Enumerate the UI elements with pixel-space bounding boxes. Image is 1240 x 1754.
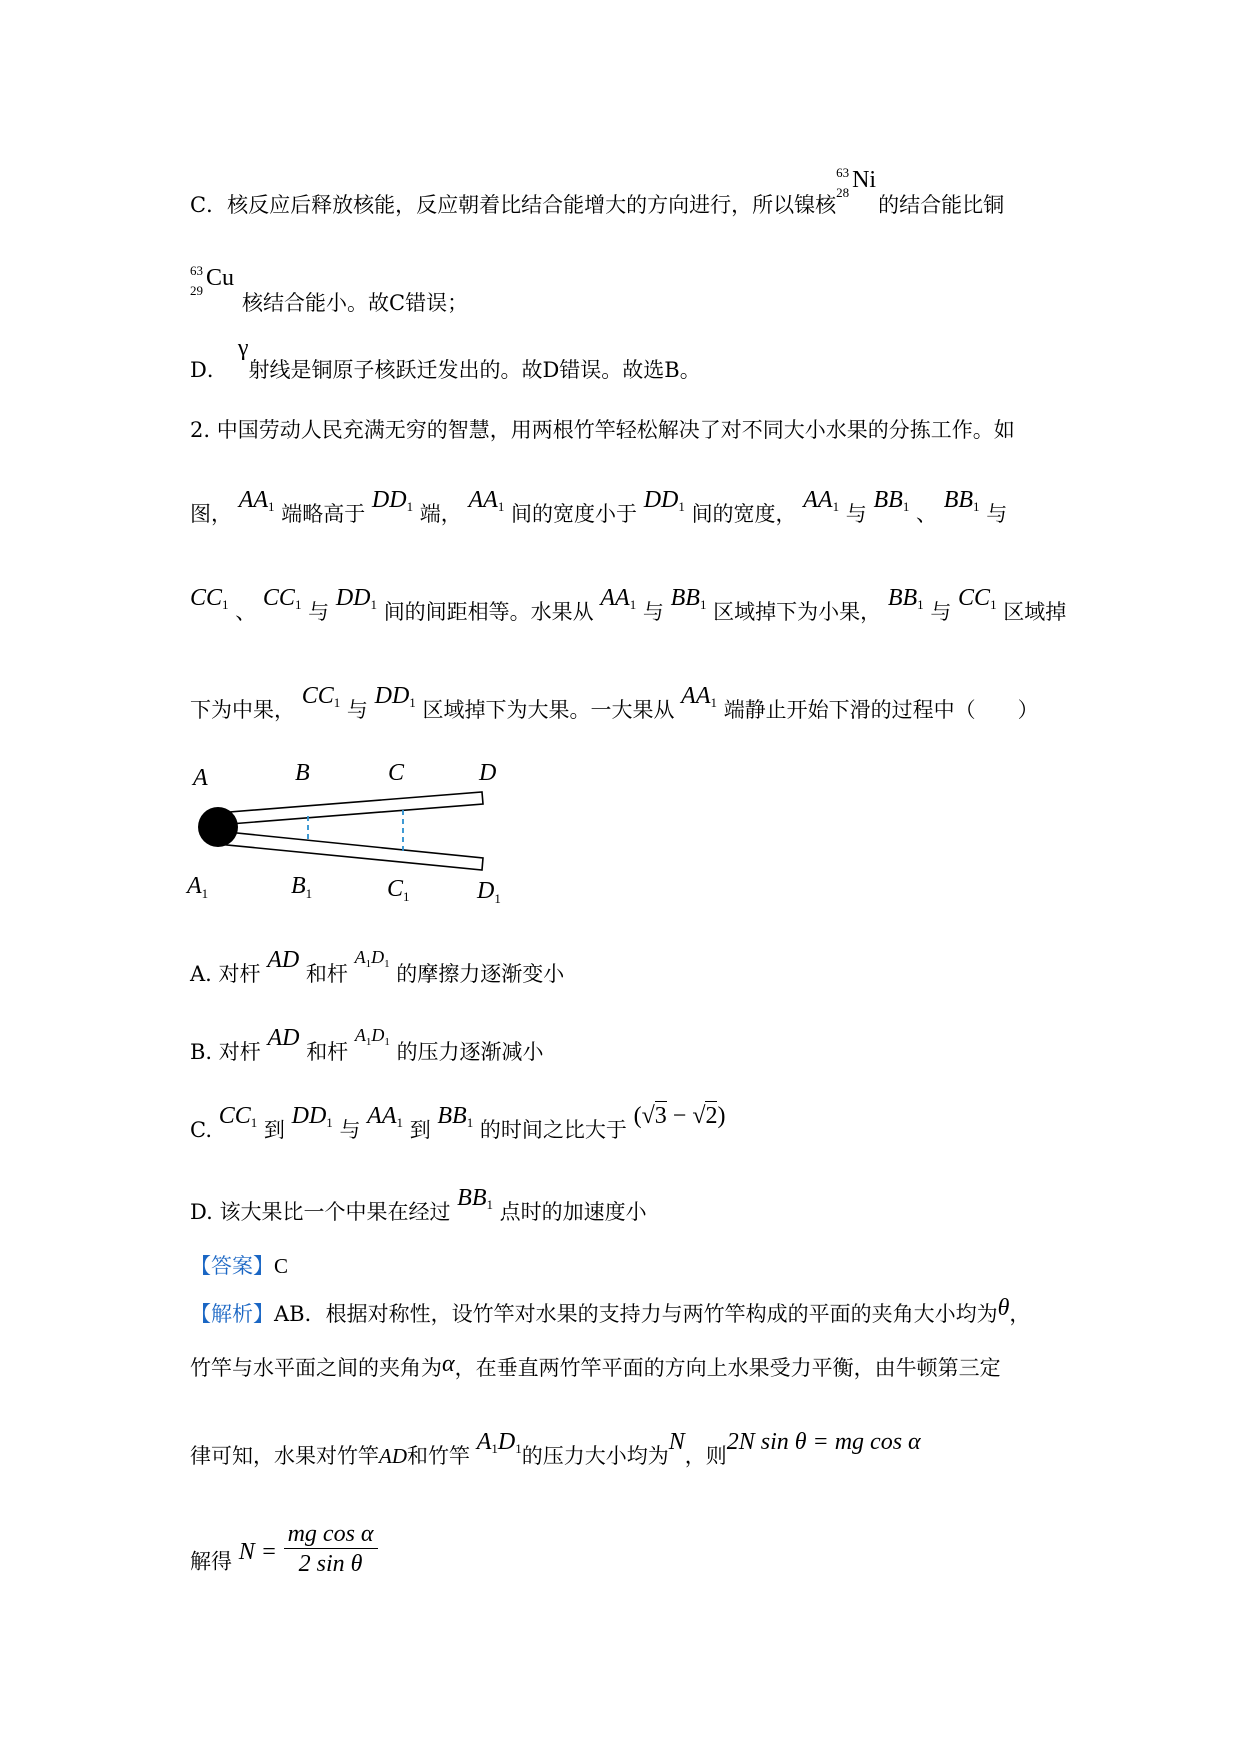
option-b — [190, 1025, 544, 1064]
option-c-text: 到 — [409, 1118, 431, 1142]
analysis-line1 — [190, 1295, 1031, 1326]
math-AA1: AA1 — [600, 585, 637, 612]
cu-mass-number: 63 — [190, 263, 203, 278]
math-N: N — [668, 1429, 685, 1455]
stem-text: 与 — [308, 600, 330, 624]
analysis-text: ， — [1009, 1302, 1031, 1326]
analysis-text: 的压力大小均为 — [521, 1444, 669, 1468]
math-AD: AD — [267, 1025, 300, 1051]
math-BB1: BB1 — [670, 585, 707, 612]
analysis-text: 解得 — [190, 1549, 232, 1574]
option-a-text: A. 对杆 — [190, 962, 261, 986]
stem-text: 间的宽度， — [691, 502, 797, 526]
stem-text: 下为中果， — [190, 698, 295, 722]
stem-text: 、 — [916, 502, 937, 526]
math-DD1: DD1 — [643, 487, 685, 514]
stem-text: 与 — [930, 600, 952, 624]
stem-text: 区域掉下为小果， — [713, 600, 882, 624]
prev-option-c-line2 — [190, 263, 469, 315]
math-DD1: DD1 — [374, 683, 416, 710]
fruit-ball — [198, 807, 238, 847]
ni-mass-number: 63 — [836, 165, 850, 180]
cu-symbol: Cu — [206, 265, 235, 291]
cu-atomic-number: 29 — [190, 283, 203, 298]
ni-nuclide — [836, 165, 878, 212]
option-a-text: 和杆 — [305, 962, 348, 986]
math-CC1: CC1 — [262, 585, 302, 612]
option-b-text: 和杆 — [306, 1040, 349, 1064]
option-b-text: 的压力逐渐减小 — [396, 1040, 544, 1064]
stem-text: 端略高于 — [281, 502, 366, 526]
label-B1: $B_1$ — [291, 873, 313, 901]
equation-balance: 2N sin θ = mg cos α — [726, 1429, 921, 1455]
label-A: A — [193, 765, 208, 791]
analysis-tag: 【解析】 — [190, 1302, 274, 1326]
stem-text1: 2. 中国劳动人民充满无穷的智慧，用两根竹竿轻松解决了对不同大小水果的分拣工作。如 — [190, 418, 1015, 442]
math-AA1: AA1 — [681, 683, 717, 710]
prev-c-text: C．核反应后释放核能，反应朝着比结合能增大的方向进行，所以镍核 — [190, 193, 837, 217]
stem-text: 与 — [986, 502, 1008, 526]
stem-text: 图， — [190, 502, 232, 526]
stem-text: 端静止开始下滑的过程中（ ） — [723, 698, 1039, 722]
math-A1D1: $A_1D_1$ — [354, 1025, 390, 1048]
equation-fraction — [284, 1522, 378, 1576]
analysis-line2 — [190, 1351, 1001, 1380]
math-BB1: BB1 — [457, 1185, 493, 1212]
prev-option-c-line1 — [190, 165, 1005, 217]
ni-symbol: Ni — [852, 167, 877, 193]
math-alpha: α — [442, 1351, 455, 1377]
prev-option-d-line — [190, 335, 701, 382]
prev-d-label: D． — [190, 358, 228, 382]
math-BB1: BB1 — [943, 487, 980, 514]
label-A1: $A_1$ — [187, 873, 209, 901]
stem-text: 端， — [419, 502, 462, 526]
ni-atomic-number: 28 — [836, 185, 850, 200]
math-A1D1: $A_1D_1$ — [354, 947, 390, 970]
math-BB1: BB1 — [887, 585, 924, 612]
math-A1D1: A1D1 — [476, 1429, 522, 1456]
math-CC1: CC1 — [958, 585, 997, 612]
label-C: C — [388, 760, 405, 786]
cu-nuclide — [190, 263, 242, 298]
gamma-symbol: γ — [237, 335, 249, 361]
option-d-text: 点时的加速度小 — [499, 1200, 647, 1224]
answer-tag: 【答案】 — [190, 1254, 274, 1278]
answer-line — [190, 1256, 288, 1277]
analysis-text: ，在垂直两竹竿平面的方向上水果受力平衡，由牛顿第三定 — [454, 1356, 1001, 1380]
math-AA1: AA1 — [238, 487, 275, 514]
question-stem-line2 — [190, 487, 1008, 526]
stem-text: 、 — [235, 600, 257, 624]
label-D: D — [479, 760, 497, 786]
prev-c-text2: 核结合能小。故C错误； — [242, 291, 469, 315]
analysis-line4 — [190, 1521, 378, 1590]
analysis-text: AB．根据对称性，设竹竿对水果的支持力与两竹竿构成的平面的夹角大小均为 — [274, 1302, 998, 1326]
analysis-text: 竹竿与水平面之间的夹角为 — [190, 1356, 442, 1380]
option-c-text: 的时间之比大于 — [479, 1118, 627, 1142]
option-c-text: 到 — [263, 1118, 285, 1142]
math-CC1: CC1 — [190, 585, 229, 612]
math-AD: AD — [379, 1444, 407, 1468]
math-DD1: DD1 — [335, 585, 377, 612]
option-d-text: D. 该大果比一个中果在经过 — [190, 1200, 451, 1224]
math-DD1: DD1 — [371, 487, 414, 514]
equation-lhs: N = — [238, 1538, 277, 1565]
question-stem-line3 — [190, 585, 1067, 624]
question-stem-line4 — [190, 683, 1039, 722]
prev-c-text-end: 的结合能比铜 — [878, 193, 1005, 217]
math-CC1: CC1 — [218, 1103, 258, 1130]
analysis-text: 和竹竿 — [407, 1444, 470, 1468]
stem-text: 区域掉下为大果。一大果从 — [422, 698, 675, 722]
math-CC1: CC1 — [301, 683, 341, 710]
fraction-numerator: mg cos α — [284, 1522, 378, 1549]
math-AA1: AA1 — [367, 1103, 403, 1130]
label-B: B — [295, 760, 310, 786]
label-D1: $D_1$ — [477, 878, 501, 906]
math-AA1: AA1 — [803, 487, 840, 514]
option-c — [190, 1103, 726, 1142]
option-c-text: C. — [190, 1118, 212, 1142]
option-b-text: B. 对杆 — [190, 1040, 261, 1064]
pole-a1d1 — [217, 831, 483, 870]
math-BB1: BB1 — [437, 1103, 474, 1130]
math-BB1: BB1 — [873, 487, 910, 514]
math-theta: θ — [997, 1295, 1010, 1321]
math-AD: AD — [267, 947, 300, 973]
stem-text: 间的间距相等。水果从 — [383, 600, 594, 624]
label-C1: $C_1$ — [387, 876, 410, 904]
math-AA1: AA1 — [468, 487, 505, 514]
option-d — [190, 1185, 647, 1224]
stem-text: 与 — [845, 502, 867, 526]
pole-ad — [217, 792, 483, 825]
math-DD1: DD1 — [291, 1103, 333, 1130]
question-stem-line1 — [190, 420, 1015, 441]
option-a — [190, 947, 565, 986]
stem-text: 间的宽度小于 — [511, 502, 637, 526]
answer-value: C — [274, 1254, 289, 1278]
fraction-denominator: 2 sin θ — [298, 1551, 363, 1577]
stem-text: 与 — [346, 698, 368, 722]
math-sqrt-expr: (√3 − √2) — [633, 1103, 726, 1129]
prev-d-text: 射线是铜原子核跃迁发出的。故D错误。故选B。 — [248, 358, 701, 382]
option-c-text: 与 — [339, 1118, 361, 1142]
stem-text: 区域掉 — [1003, 600, 1067, 624]
option-a-text: 的摩擦力逐渐变小 — [396, 962, 565, 986]
analysis-text: 律可知，水果对竹竿 — [190, 1444, 379, 1468]
bamboo-poles-figure — [185, 760, 525, 910]
stem-text: 与 — [642, 600, 664, 624]
analysis-line3 — [190, 1429, 921, 1468]
analysis-text: ，则 — [684, 1444, 727, 1468]
